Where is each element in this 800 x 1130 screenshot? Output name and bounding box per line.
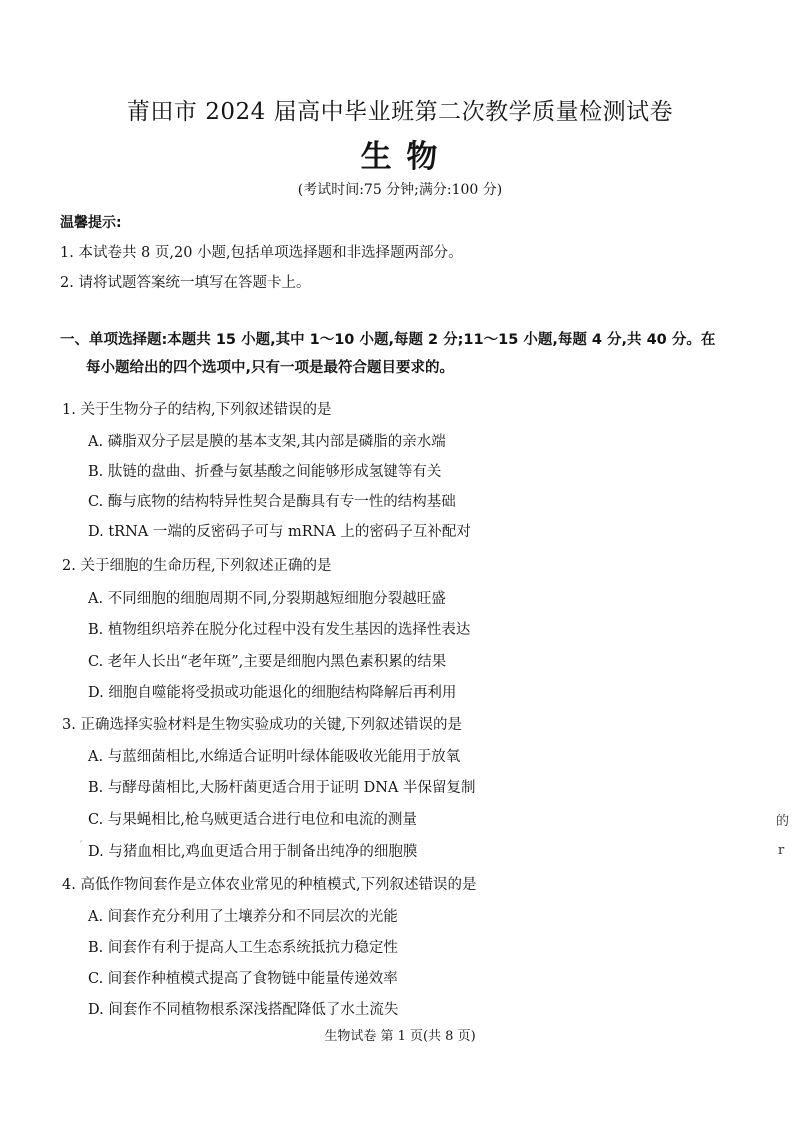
question-2-option-a: A. 不同细胞的细胞周期不同,分裂期越短细胞分裂越旺盛: [88, 591, 446, 607]
question-4-option-c: C. 间套作种植模式提高了食物链中能量传递效率: [88, 971, 398, 987]
section-instructions: [60, 326, 740, 382]
question-2-stem: 2. 关于细胞的生命历程,下列叙述正确的是: [62, 558, 332, 574]
question-4-option-a: A. 间套作充分利用了土壤养分和不同层次的光能: [88, 909, 398, 925]
exam-title: 莆田市 2024 届高中毕业班第二次教学质量检测试卷: [126, 99, 674, 125]
subject-heading: 生 物: [360, 139, 440, 175]
question-2-option-c: C. 老年人长出“老年斑”,主要是细胞内黑色素积累的结果: [88, 654, 447, 670]
tip-item: 1. 本试卷共 8 页,20 小题,包括单项选择题和非选择题两部分。: [60, 245, 463, 261]
question-3-stem: 3. 正确选择实验材料是生物实验成功的关键,下列叙述错误的是: [62, 717, 463, 733]
question-4-option-d: D. 间套作不同植物根系深浅搭配降低了水土流失: [88, 1002, 399, 1018]
question-1-option-b: B. 肽链的盘曲、折叠与氨基酸之间能够形成氢键等有关: [88, 464, 442, 480]
question-4-option-b: B. 间套作有利于提高人工生态系统抵抗力稳定性: [88, 940, 398, 956]
tips-heading: 温馨提示:: [60, 215, 122, 231]
question-3-option-c: C. 与果蝇相比,枪乌贼更适合进行电位和电流的测量: [88, 812, 417, 828]
question-1-option-d: D. tRNA 一端的反密码子可与 mRNA 上的密码子互补配对: [88, 524, 471, 540]
exam-info: (考试时间:75 分钟;满分:100 分): [297, 182, 503, 198]
margin-mark: 的: [776, 814, 790, 829]
margin-mark: r: [778, 843, 785, 858]
question-1-option-a: A. 磷脂双分子层是膜的基本支架,其内部是磷脂的亲水端: [88, 434, 446, 450]
question-3-option-b: B. 与酵母菌相比,大肠杆菌更适合用于证明 DNA 半保留复制: [88, 780, 476, 796]
tip-item: 2. 请将试题答案统一填写在答题卡上。: [60, 275, 311, 291]
question-2-option-b: B. 植物组织培养在脱分化过程中没有发生基因的选择性表达: [88, 622, 471, 638]
question-3-option-d: D. 与猪血相比,鸡血更适合用于制备出纯净的细胞膜: [88, 844, 418, 860]
question-1-option-c: C. 酶与底物的结构特异性契合是酶具有专一性的结构基础: [88, 494, 456, 510]
page-footer: 生物试卷 第 1 页(共 8 页): [324, 1029, 476, 1044]
question-1-stem: 1. 关于生物分子的结构,下列叙述错误的是: [62, 402, 332, 418]
question-4-stem: 4. 高低作物间套作是立体农业常见的种植模式,下列叙述错误的是: [62, 877, 477, 893]
section-instructions-line2: 每小题给出的四个选项中,只有一项是最符合题目要求的。: [86, 360, 455, 376]
stray-mark: ′: [80, 840, 83, 851]
question-2-option-d: D. 细胞自噬能将受损或功能退化的细胞结构降解后再利用: [88, 685, 457, 701]
section-instructions-line1: 一、单项选择题:本题共 15 小题,其中 1～10 小题,每题 2 分;11～15 小题,每题 4 分,共 40 分。在: [60, 332, 716, 348]
question-3-option-a: A. 与蓝细菌相比,水绵适合证明叶绿体能吸收光能用于放氧: [88, 749, 461, 765]
